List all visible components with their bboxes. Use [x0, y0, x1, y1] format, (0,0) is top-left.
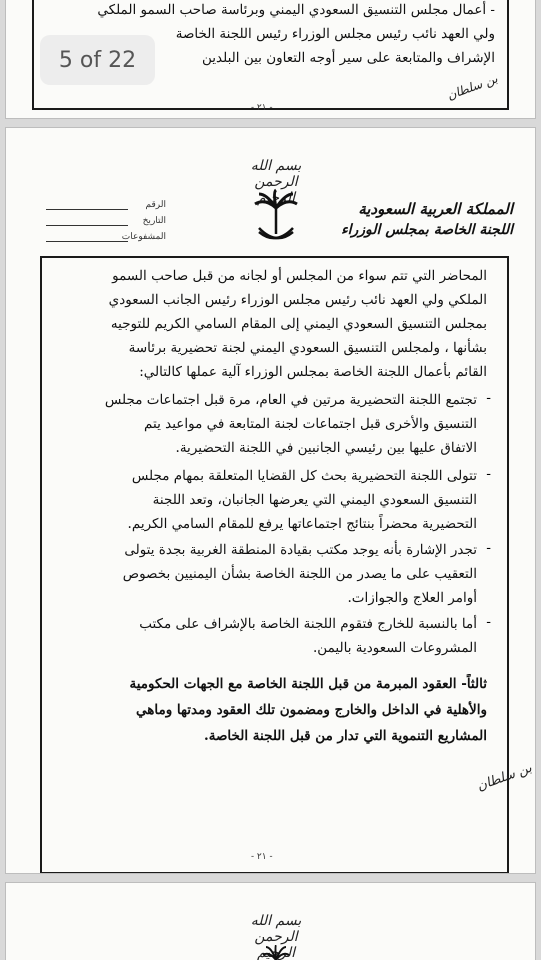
- text-line: التعقيب على ما يصدر من اللجنة الخاصة بشأن اليمنيين بخصوص: [122, 566, 477, 582]
- text-line: أوامر العلاج والجوازات.: [347, 590, 477, 606]
- text-line: بشأنها ، ولمجلس التنسيق السعودي اليمني لجنة تحضيرية برئاسة: [128, 340, 487, 356]
- bullet-icon: -: [486, 540, 491, 556]
- page-number: - ٢١ -: [251, 103, 273, 113]
- text-line: القائم بأعمال اللجنة الخاصة بمجلس الوزراء آلية عملها كالتالي:: [139, 364, 487, 380]
- text-line: المحاضر التي تتم سواء من المجلس أو لجانه من قبل صاحب السمو: [112, 268, 487, 284]
- section-heading-line: ثالثاً- العقود المبرمة من قبل اللجنة الخاصة مع الجهات الحكومية: [129, 676, 487, 692]
- org-name-line1: المملكة العربية السعودية: [358, 200, 513, 218]
- bullet-icon: -: [486, 466, 491, 482]
- meta-attachments-field: [46, 232, 166, 246]
- handwritten-signature: بن سلطان: [445, 71, 500, 103]
- meta-date-label: التاريخ: [142, 216, 166, 226]
- meta-date-field: [46, 216, 166, 230]
- text-line: بمجلس التنسيق السعودي اليمني إلى المقام السامي الكريم للتوجيه: [110, 316, 487, 332]
- document-page-next: [6, 883, 535, 960]
- bismillah-header: بسم الله الرحمن الرحيم: [250, 158, 302, 206]
- page-number: - ٢١ -: [251, 852, 273, 862]
- text-line: التنسيق السعودي اليمني التي يعرضها الجانبان، وتعد اللجنة: [152, 492, 477, 508]
- meta-number-label: الرقم: [145, 200, 166, 210]
- text-line: والأهلية في الداخل والخارج ومضمون تلك العقود ومدتها وماهي: [136, 702, 487, 718]
- text-line: المشاريع التنموية التي تدار من قبل اللجنة الخاصة.: [204, 728, 487, 744]
- saudi-emblem-icon: [251, 188, 301, 248]
- meta-attachments-label: المشفوعات: [121, 232, 166, 242]
- page-counter-badge: 5 of 22: [40, 35, 155, 85]
- bismillah-header: بسم الله الرحمن الرحيم: [250, 913, 302, 960]
- text-line: أما بالنسبة للخارج فتقوم اللجنة الخاصة بالإشراف على مكتب: [139, 616, 477, 632]
- text-line: - أعمال مجلس التنسيق السعودي اليمني وبرئاسة صاحب السمو الملكي: [97, 2, 495, 18]
- bullet-icon: -: [486, 390, 491, 406]
- text-line: التنسيق والأخرى قبل اجتماعات لجنة المتابعة في مواعيد يتم: [144, 416, 477, 432]
- bullet-icon: -: [486, 614, 491, 630]
- text-line: تجدر الإشارة بأنه يوجد مكتب بقيادة المنطقة الغربية بجدة يتولى: [124, 542, 477, 558]
- meta-number-field: [46, 200, 166, 214]
- handwritten-signature: بن سلطان: [475, 760, 534, 795]
- text-line: تجتمع اللجنة التحضيرية مرتين في العام، مرة قبل اجتماعات مجلس: [104, 392, 477, 408]
- text-line: تتولى اللجنة التحضيرية بحث كل القضايا المتعلقة بمهام مجلس: [131, 468, 477, 484]
- text-line: المشروعات السعودية باليمن.: [313, 640, 477, 656]
- text-line: ولي العهد نائب رئيس مجلس الوزراء رئيس اللجنة الخاصة: [175, 26, 495, 42]
- org-name-line2: اللجنة الخاصة بمجلس الوزراء: [341, 222, 513, 238]
- text-line: التحضيرية محضراً بنتائج اجتماعاتها يرفع للمقام السامي الكريم.: [127, 516, 477, 532]
- document-page-current: [6, 128, 535, 873]
- text-line: الملكي ولي العهد نائب رئيس مجلس الوزراء رئيس الجانب السعودي: [108, 292, 487, 308]
- saudi-emblem-icon: [261, 945, 291, 960]
- text-line: الاتفاق عليها بين رئيسي الجانبين في اللجنة التحضيرية.: [175, 440, 477, 456]
- text-line: الإشراف والمتابعة على سير أوجه التعاون بين البلدين: [202, 50, 495, 66]
